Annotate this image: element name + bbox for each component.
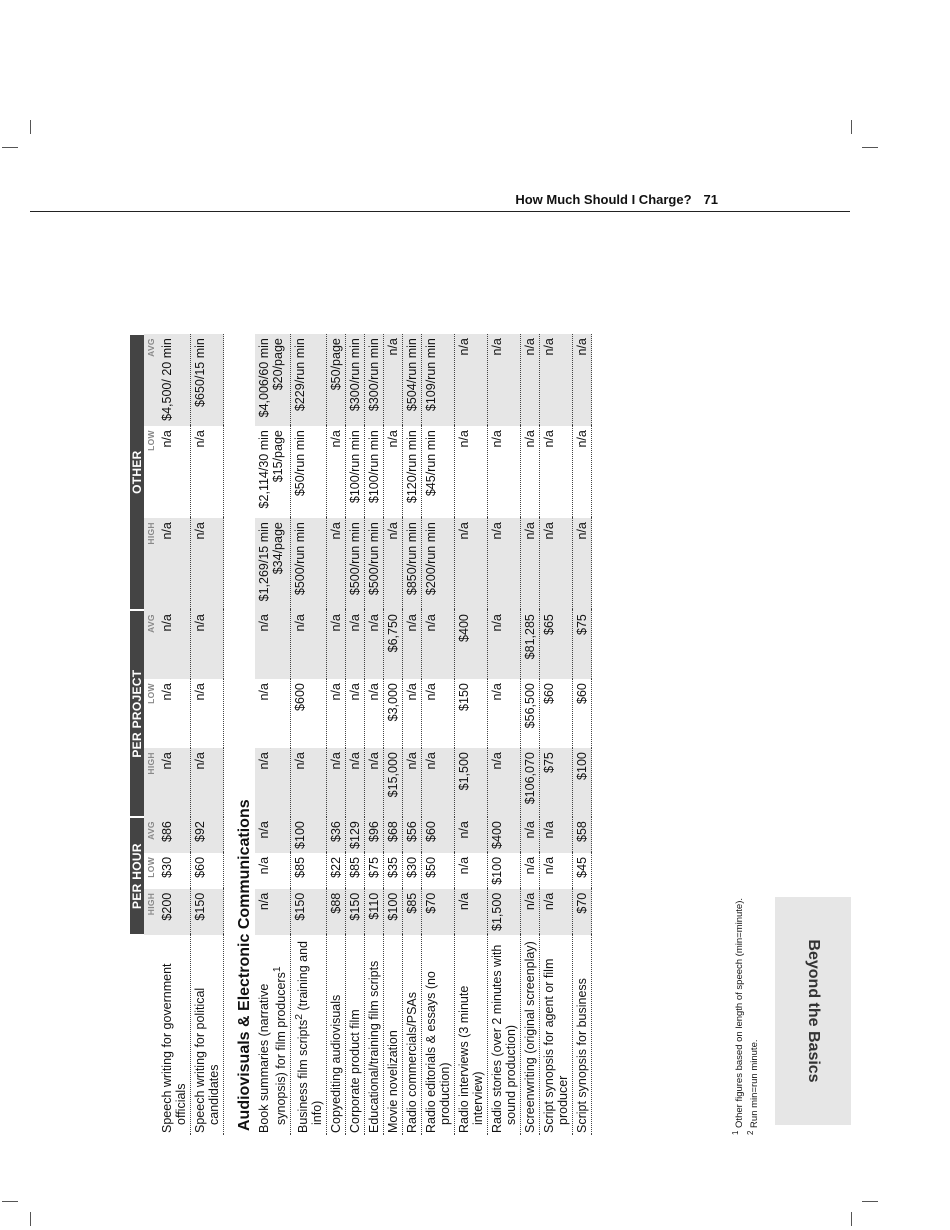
row-label-text: Script synopsis for business (575, 978, 590, 1133)
rate-cell: $150 (291, 889, 327, 935)
crop-mark (851, 1212, 852, 1226)
row-label-text: Radio editorials & essays (no production) (424, 971, 453, 1133)
subheader-avg: AVG (144, 817, 158, 853)
rate-cell: n/a (255, 610, 291, 679)
rate-cell: $75 (540, 748, 573, 817)
rate-cell: $120/run min (403, 426, 422, 518)
rate-cell: n/a (384, 518, 403, 610)
rate-cell: $2,114/30 min $15/page (255, 426, 291, 518)
rate-cell: $88 (327, 889, 346, 935)
rate-cell: $600 (291, 679, 327, 748)
rate-cell: n/a (365, 679, 384, 748)
page-number: 71 (703, 192, 718, 207)
rate-cell: $75 (365, 853, 384, 889)
subheader-avg: AVG (144, 610, 158, 679)
rate-cell: n/a (158, 679, 191, 748)
table-row (540, 334, 573, 1135)
row-label (488, 935, 521, 1135)
rate-cell: $110 (365, 889, 384, 935)
rate-cell: $229/run min (291, 334, 327, 426)
rate-cell: $300/run min (365, 334, 384, 426)
rate-cell: n/a (488, 334, 521, 426)
table-row (488, 334, 521, 1135)
rate-cell: n/a (291, 610, 327, 679)
rate-cell: $4,006/60 min $20/page (255, 334, 291, 426)
footnote-ref: 2 (294, 1013, 306, 1020)
rate-cell: n/a (255, 853, 291, 889)
row-label-text: Book summaries (narrative synopsis) for film producers (257, 972, 289, 1133)
rate-cell: n/a (158, 518, 191, 610)
rate-cell: $15,000 (384, 748, 403, 817)
rate-cell: n/a (403, 610, 422, 679)
side-tab (775, 897, 851, 1125)
rate-cell: $85 (403, 889, 422, 935)
rate-cell: n/a (191, 679, 224, 748)
rate-cell: $100/run min (346, 426, 365, 518)
rate-cell: $3,000 (384, 679, 403, 748)
row-label (573, 935, 592, 1135)
rate-cell: $650/15 min (191, 334, 224, 426)
rate-cell: n/a (291, 748, 327, 817)
side-tab-label: Beyond the Basics (805, 939, 822, 1083)
table-row (158, 334, 191, 1135)
subheader-high: HIGH (144, 889, 158, 935)
rate-cell: $6,750 (384, 610, 403, 679)
rate-cell: n/a (521, 853, 540, 889)
row-label (365, 935, 384, 1135)
rate-cell: n/a (422, 679, 455, 748)
rate-cell: $70 (422, 889, 455, 935)
rate-cell: n/a (403, 748, 422, 817)
rate-cell: $50 (422, 853, 455, 889)
table-row (403, 334, 422, 1135)
row-label (403, 935, 422, 1135)
crop-mark (2, 147, 18, 148)
rate-cell: n/a (191, 610, 224, 679)
rate-cell: n/a (540, 334, 573, 426)
subheader-high: HIGH (144, 748, 158, 817)
row-label (540, 935, 573, 1135)
table-row (384, 334, 403, 1135)
rate-cell: n/a (521, 817, 540, 853)
crop-mark (30, 120, 31, 134)
table-row (365, 334, 384, 1135)
rate-cell: $1,269/15 min $34/page (255, 518, 291, 610)
rate-cell: $60 (540, 679, 573, 748)
rate-cell: $100 (384, 889, 403, 935)
rate-cell: $65 (540, 610, 573, 679)
rate-cell: $300/run min (346, 334, 365, 426)
footnote-text: Other figures based on length of speech (min=minute). (734, 897, 746, 1128)
rate-cell: $100/run min (365, 426, 384, 518)
rate-cell: $45 (573, 853, 592, 889)
group-header-per-hour: PER HOUR (130, 817, 144, 935)
rate-cell: $50/page (327, 334, 346, 426)
rate-cell: $68 (384, 817, 403, 853)
rate-cell: $35 (384, 853, 403, 889)
crop-mark (862, 1201, 878, 1202)
rate-cell: $100 (488, 853, 521, 889)
rate-cell: n/a (488, 748, 521, 817)
rate-cell: $504/run min (403, 334, 422, 426)
rate-cell: $22 (327, 853, 346, 889)
rate-cell: n/a (455, 817, 488, 853)
rate-cell: n/a (540, 853, 573, 889)
section-row (224, 334, 256, 1135)
row-label-text: Radio interviews (3 minute interview) (457, 985, 486, 1133)
row-label (158, 935, 191, 1135)
footnote-mark: 1 (731, 1130, 740, 1135)
rate-cell: $500/run min (346, 518, 365, 610)
row-label-cont: (training and info) (296, 940, 325, 1125)
rate-cell: n/a (327, 426, 346, 518)
rate-cell: n/a (488, 426, 521, 518)
rate-cell: $100 (291, 817, 327, 853)
table-row (521, 334, 540, 1135)
rate-cell: n/a (488, 610, 521, 679)
rate-cell: $150 (191, 889, 224, 935)
rate-cell: n/a (521, 889, 540, 935)
rate-cell: n/a (327, 679, 346, 748)
rate-cell: n/a (255, 817, 291, 853)
row-label-text: Radio stories (over 2 minutes with sound production) (490, 944, 519, 1133)
row-label-text: Speech writing for government officials (160, 963, 188, 1133)
rate-cell: $85 (291, 853, 327, 889)
rate-cell: n/a (540, 426, 573, 518)
row-label-text: Screenwriting (original screenplay) (523, 941, 538, 1133)
rate-cell: $109/run min (422, 334, 455, 426)
table-row (455, 334, 488, 1135)
running-head-title: How Much Should I Charge? (515, 192, 692, 207)
table-row (346, 334, 365, 1135)
rate-cell: n/a (346, 610, 365, 679)
row-label-text: Business film scripts (296, 1019, 311, 1133)
section-heading: Audiovisuals & Electronic Communications (236, 799, 253, 1131)
rate-cell: $150 (455, 679, 488, 748)
row-label (384, 935, 403, 1135)
rate-cell: $85 (346, 853, 365, 889)
subheader-low: LOW (144, 426, 158, 518)
table-row (327, 334, 346, 1135)
row-label-text: Radio commercials/PSAs (405, 991, 420, 1133)
row-label (521, 935, 540, 1135)
rate-cell: $106,070 (521, 748, 540, 817)
rate-cell: $400 (488, 817, 521, 853)
rate-cell: n/a (540, 518, 573, 610)
rate-cell: n/a (346, 679, 365, 748)
rate-cell: n/a (365, 610, 384, 679)
footnote-ref: 1 (272, 966, 283, 973)
header-blank (130, 935, 144, 1135)
rate-cell: n/a (158, 748, 191, 817)
footnotes (730, 898, 760, 1135)
rate-cell: $70 (573, 889, 592, 935)
rate-cell: $200/run min (422, 518, 455, 610)
crop-mark (851, 120, 852, 134)
rate-cell: n/a (422, 610, 455, 679)
rate-cell: n/a (455, 518, 488, 610)
rate-cell: $58 (573, 817, 592, 853)
rate-cell: $200 (158, 889, 191, 935)
footnote-text: Run min=run minute. (749, 1039, 761, 1128)
rate-cell: n/a (422, 748, 455, 817)
rate-cell: $60 (422, 817, 455, 853)
footnote-mark: 2 (746, 1130, 756, 1135)
rate-cell: $36 (327, 817, 346, 853)
row-label (255, 935, 291, 1135)
footnote (745, 898, 760, 1135)
rate-cell: $1,500 (488, 889, 521, 935)
rate-cell: n/a (384, 334, 403, 426)
rate-cell: $30 (158, 853, 191, 889)
rate-cell: n/a (521, 426, 540, 518)
rate-cell: n/a (191, 748, 224, 817)
rate-cell: $4,500/ 20 min (158, 334, 191, 426)
rate-cell: $400 (455, 610, 488, 679)
rate-cell: $56,500 (521, 679, 540, 748)
rate-cell: n/a (455, 426, 488, 518)
rate-cell: $56 (403, 817, 422, 853)
rate-cell: n/a (158, 610, 191, 679)
row-label-text: Corporate product film (348, 1009, 363, 1133)
row-label-text: Movie novelization (386, 1030, 401, 1133)
row-label (291, 935, 327, 1135)
group-header-per-project: PER PROJECT (130, 610, 144, 817)
rate-cell: n/a (255, 748, 291, 817)
subheader-blank (144, 935, 158, 1135)
rate-cell: $45/run min (422, 426, 455, 518)
row-label (422, 935, 455, 1135)
rate-cell: n/a (327, 748, 346, 817)
rate-cell: n/a (327, 518, 346, 610)
rate-cell: n/a (255, 889, 291, 935)
crop-mark (30, 1212, 31, 1226)
rate-cell: $50/run min (291, 426, 327, 518)
rate-cell: $60 (191, 853, 224, 889)
table-row (422, 334, 455, 1135)
row-label (327, 935, 346, 1135)
row-label (346, 935, 365, 1135)
rate-cell: n/a (191, 426, 224, 518)
rate-rows (158, 334, 592, 1135)
rate-cell: $500/run min (365, 518, 384, 610)
rate-cell: n/a (455, 889, 488, 935)
rate-cell: $150 (346, 889, 365, 935)
rate-cell: n/a (488, 679, 521, 748)
subheader-low: LOW (144, 853, 158, 889)
table-row (191, 334, 224, 1135)
rate-cell: n/a (573, 334, 592, 426)
crop-mark (862, 147, 878, 148)
rate-cell: $60 (573, 679, 592, 748)
rate-cell: n/a (191, 518, 224, 610)
rates-table (130, 333, 592, 1135)
rate-cell: $96 (365, 817, 384, 853)
rate-cell: $92 (191, 817, 224, 853)
table-row (255, 334, 291, 1135)
row-label-text: Script synopsis for agent or film producer (542, 958, 571, 1133)
header-rule (30, 211, 850, 212)
rate-cell: n/a (521, 334, 540, 426)
subheader-low: LOW (144, 679, 158, 748)
rate-cell: n/a (540, 889, 573, 935)
row-label (191, 935, 224, 1135)
subheader-avg: AVG (144, 334, 158, 426)
rate-cell: n/a (455, 334, 488, 426)
running-head (515, 192, 718, 207)
group-header-other: OTHER (130, 334, 144, 610)
rate-cell: n/a (573, 426, 592, 518)
rate-cell: n/a (384, 426, 403, 518)
rate-cell: $75 (573, 610, 592, 679)
table-row (291, 334, 327, 1135)
rate-cell: n/a (455, 853, 488, 889)
rate-cell: n/a (573, 518, 592, 610)
rate-cell: n/a (158, 426, 191, 518)
rate-cell: n/a (540, 817, 573, 853)
rate-cell: $1,500 (455, 748, 488, 817)
rate-cell: n/a (365, 748, 384, 817)
rate-cell: $30 (403, 853, 422, 889)
footnote (730, 898, 745, 1135)
row-label (455, 935, 488, 1135)
rate-cell: $81,285 (521, 610, 540, 679)
rate-cell: $500/run min (291, 518, 327, 610)
crop-mark (2, 1201, 18, 1202)
table-row (573, 334, 592, 1135)
rate-cell: $86 (158, 817, 191, 853)
rotated-content (130, 235, 761, 1135)
row-label-text: Educational/training film scripts (367, 960, 382, 1133)
rate-cell: n/a (403, 679, 422, 748)
rate-cell: n/a (327, 610, 346, 679)
rate-cell: n/a (521, 518, 540, 610)
rate-cell: $100 (573, 748, 592, 817)
row-label-text: Copyediting audiovisuals (329, 994, 344, 1133)
rate-cell: n/a (255, 679, 291, 748)
rate-cell: n/a (488, 518, 521, 610)
rate-cell: $129 (346, 817, 365, 853)
subheader-high: HIGH (144, 518, 158, 610)
row-label-text: Speech writing for political candidates (193, 987, 221, 1133)
rate-cell: $850/run min (403, 518, 422, 610)
rate-cell: n/a (346, 748, 365, 817)
